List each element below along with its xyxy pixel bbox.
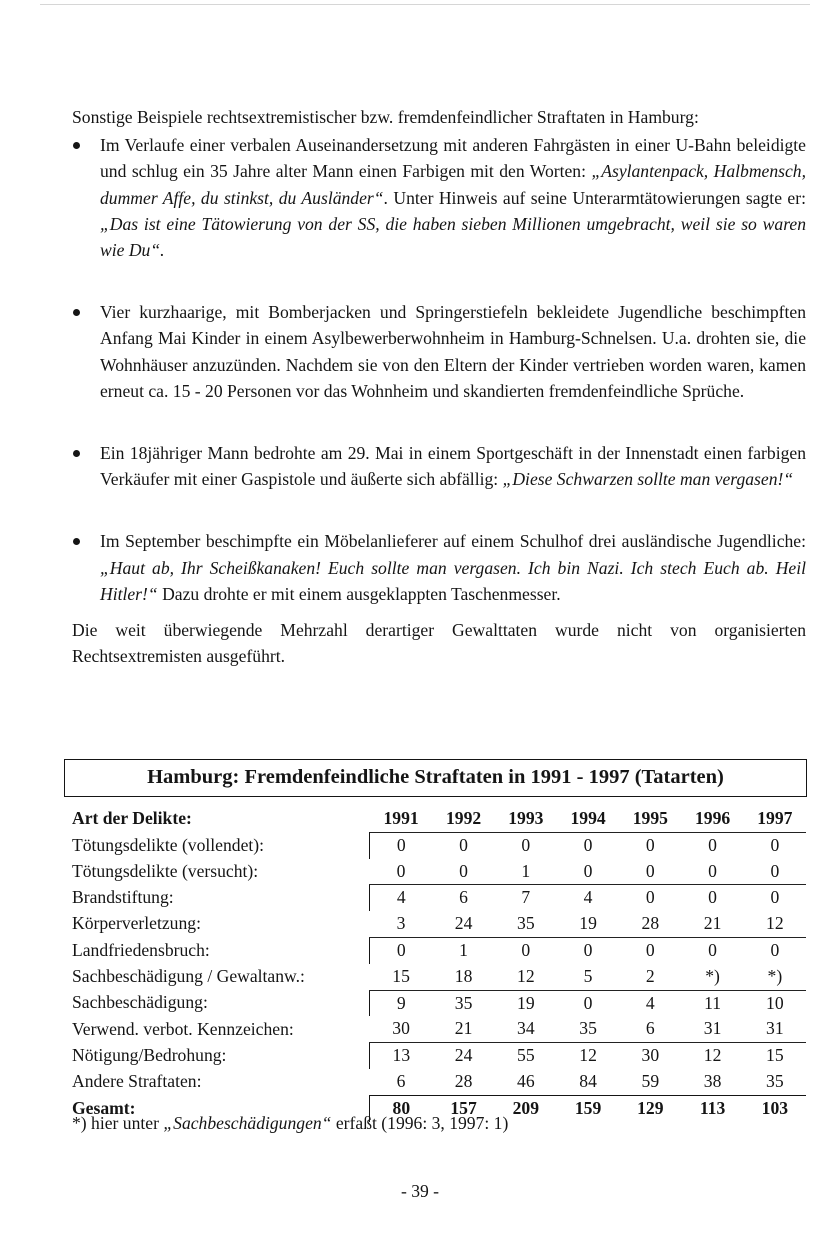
table-cell: 12 — [557, 1043, 619, 1069]
table-cell: 35 — [579, 1018, 597, 1039]
table-cell: 15 — [392, 965, 410, 986]
table-cell: 11 — [681, 990, 743, 1016]
row-label: Andere Straftaten: — [72, 1071, 202, 1092]
column-header-year: 1996 — [694, 808, 731, 828]
table-cell: 35 — [432, 990, 494, 1016]
page-body — [72, 104, 806, 669]
bullet-icon — [73, 450, 80, 457]
table-cell: 12 — [766, 913, 784, 934]
table-cell: 2 — [645, 965, 655, 986]
intro-paragraph: Sonstige Beispiele rechtsextremistischer bzw. fremdenfeindlicher Straftaten in Hamburg: — [72, 107, 699, 127]
table-cell: 0 — [744, 832, 806, 858]
bullet-icon — [73, 309, 80, 316]
table-cell: 5 — [583, 965, 593, 986]
scan-edge-line — [40, 4, 810, 5]
table-cell: 6 — [396, 1070, 406, 1091]
total-cell: 159 — [557, 1095, 619, 1121]
page-number: - 39 - — [400, 1181, 440, 1201]
table-cell: 12 — [681, 1043, 743, 1069]
table-cell: 4 — [619, 990, 681, 1016]
table-row — [72, 1016, 806, 1042]
column-header-year: 1992 — [445, 808, 482, 828]
table-cell: 3 — [396, 913, 406, 934]
table-cell: 34 — [517, 1018, 535, 1039]
table-cell: 0 — [370, 937, 433, 963]
list-item — [72, 299, 806, 404]
column-header-year: 1997 — [757, 808, 793, 828]
table-cell: 24 — [432, 1043, 494, 1069]
list-item — [72, 440, 806, 492]
bullet-icon — [73, 142, 80, 149]
table-cell: 6 — [432, 885, 494, 911]
table-cell: 0 — [396, 860, 406, 881]
item-text: Im September beschimpfte ein Möbelanlieferer auf einem Schulhof drei ausländische Jugendliche: — [100, 531, 806, 552]
table-cell: 30 — [619, 1043, 681, 1069]
table-row — [72, 964, 806, 990]
table-row — [72, 859, 806, 885]
table-cell: 0 — [557, 990, 619, 1016]
table-cell: 30 — [392, 1018, 410, 1039]
offense-statistics-table — [72, 806, 806, 1122]
column-header-year: 1993 — [508, 808, 544, 828]
row-label: Sachbeschädigung: — [72, 992, 208, 1013]
total-cell: 80 — [370, 1095, 433, 1121]
table-cell: 0 — [557, 832, 619, 858]
table-cell: 0 — [495, 937, 557, 963]
item-quote: „Asylantenpack, Halbmensch, dummer Affe, du stinkst, du Ausländer“ — [100, 161, 806, 208]
total-cell: 129 — [619, 1095, 681, 1121]
item-quote: „Das ist eine Tätowierung von der SS, die haben sieben Millionen umgebracht, weil sie so waren wie Du“. — [100, 213, 806, 261]
total-cell: 113 — [681, 1095, 743, 1121]
table-cell: 0 — [681, 937, 743, 963]
table-cell: 18 — [454, 965, 473, 986]
footnote-text: *) hier unter — [72, 1113, 164, 1133]
table-cell: 0 — [744, 885, 806, 911]
table-cell: 24 — [454, 913, 473, 934]
total-cell: 209 — [495, 1095, 557, 1121]
table-cell: 12 — [517, 965, 535, 986]
table-cell: 0 — [708, 860, 717, 881]
table-cell: 6 — [645, 1018, 655, 1039]
table-cell: 84 — [579, 1070, 597, 1091]
total-label: Gesamt: — [72, 1097, 136, 1118]
column-header-offense: Art der Delikte: — [72, 808, 192, 829]
table-cell: 31 — [703, 1018, 722, 1039]
item-quote: „Haut ab, Ihr Scheißkanaken! Euch sollte man vergasen. Ich bin Nazi. Ich stech Euch ab. Heil Hitler!“ — [100, 557, 806, 604]
row-label: Nötigung/Bedrohung: — [72, 1044, 227, 1065]
row-label: Tötungsdelikte (vollendet): — [72, 834, 265, 855]
summary-paragraph: Die weit überwiegende Mehrzahl derartiger Gewalttaten wurde nicht von organisierten Rechtsextremisten ausgeführt. — [72, 620, 806, 667]
table-header-row — [72, 806, 806, 832]
total-cell: 157 — [432, 1095, 494, 1121]
table-cell: 59 — [641, 1070, 660, 1091]
total-cell: 103 — [744, 1095, 806, 1121]
table-row — [72, 832, 806, 858]
table-row — [72, 937, 806, 963]
table-title: Hamburg: Fremdenfeindliche Straftaten in 1991 - 1997 (Tatarten) — [64, 759, 807, 797]
table-cell: *) — [705, 965, 720, 986]
row-label: Sachbeschädigung / Gewaltanw.: — [72, 966, 305, 987]
column-header-year: 1991 — [383, 808, 419, 828]
table-row — [72, 911, 806, 937]
table-cell: 28 — [641, 913, 660, 934]
table-cell: 0 — [432, 832, 494, 858]
item-text: Im Verlaufe einer verbalen Auseinandersetzung mit anderen Fahrgästen in einer U-Bahn beleidigte und schlug ein 35 Jahre alter Mann einen Farbigen mit den Worten: — [100, 135, 806, 182]
table-footnote — [72, 1111, 508, 1135]
table-cell: 0 — [557, 937, 619, 963]
example-list — [72, 132, 806, 607]
table-cell: 0 — [495, 832, 557, 858]
footnote-quote: „Sachbeschädigungen“ — [163, 1113, 332, 1133]
row-label: Brandstiftung: — [72, 887, 174, 908]
item-text: Vier kurzhaarige, mit Bomberjacken und Springerstiefeln bekleidete Jugendliche beschimpften Anfang Mai Kinder in einem Asylbewerberwohnheim in Hamburg-Schnelsen. U.a. drohten sie, die Wohnhäuser anzuzünden. Nachdem sie von den Eltern der Kinder vertrieben worden waren, kamen erneut ca. 15 - 20 Personen vor das Wohnheim und skandierten fremdenfeindliche Sprüche. — [100, 302, 806, 401]
table-cell: 1 — [521, 860, 531, 881]
row-label: Körperverletzung: — [72, 913, 201, 934]
table-cell: 38 — [703, 1070, 722, 1091]
column-header-year: 1995 — [632, 808, 668, 828]
column-header-year: 1994 — [570, 808, 606, 828]
table-cell: *) — [767, 965, 783, 986]
list-item — [72, 528, 806, 607]
table-cell: 4 — [557, 885, 619, 911]
table-cell: 0 — [645, 860, 655, 881]
table-cell: 35 — [517, 913, 535, 934]
table-cell: 21 — [703, 913, 722, 934]
table-cell: 19 — [495, 990, 557, 1016]
item-text: . Unter Hinweis auf seine Unterarmtätowierungen sagte er: — [383, 187, 806, 208]
table-cell: 0 — [770, 860, 780, 881]
table-cell: 28 — [454, 1070, 473, 1091]
table-cell: 0 — [459, 860, 468, 881]
table-row — [72, 885, 806, 911]
bullet-icon — [73, 538, 80, 545]
table-cell: 10 — [744, 990, 806, 1016]
table-cell: 13 — [370, 1043, 433, 1069]
item-text: Ein 18jähriger Mann bedrohte am 29. Mai in einem Sportgeschäft in der Innenstadt einen farbigen Verkäufer mit einer Gaspistole und äußerte sich abfällig: — [100, 443, 806, 490]
table-cell: 1 — [432, 937, 494, 963]
item-quote: „Diese Schwarzen sollte man vergasen!“ — [502, 469, 794, 490]
table-cell: 7 — [495, 885, 557, 911]
row-label: Tötungsdelikte (versucht): — [72, 860, 259, 881]
table-cell: 0 — [681, 832, 743, 858]
table-cell: 35 — [766, 1070, 784, 1091]
table-cell: 0 — [619, 885, 681, 911]
table-row — [72, 1043, 806, 1069]
table-cell: 0 — [619, 937, 681, 963]
table-row — [72, 1069, 806, 1095]
table-row — [72, 990, 806, 1016]
table-cell: 0 — [744, 937, 806, 963]
row-label: Verwend. verbot. Kennzeichen: — [72, 1018, 294, 1039]
table-cell: 9 — [370, 990, 433, 1016]
table-cell: 46 — [517, 1070, 535, 1091]
row-label: Landfriedensbruch: — [72, 939, 210, 960]
table-cell: 19 — [579, 913, 597, 934]
table-cell: 21 — [454, 1018, 473, 1039]
table-cell: 55 — [495, 1043, 557, 1069]
table-cell: 0 — [370, 832, 433, 858]
table-cell: 0 — [681, 885, 743, 911]
table-cell: 31 — [766, 1018, 784, 1039]
table-cell: 15 — [744, 1043, 806, 1069]
item-text: Dazu drohte er mit einem ausgeklappten Taschenmesser. — [157, 583, 561, 604]
table-cell: 0 — [619, 832, 681, 858]
table-cell: 0 — [583, 860, 593, 881]
footnote-text: erfaßt (1996: 3, 1997: 1) — [331, 1113, 509, 1133]
list-item — [72, 132, 806, 263]
table-cell: 4 — [370, 885, 433, 911]
